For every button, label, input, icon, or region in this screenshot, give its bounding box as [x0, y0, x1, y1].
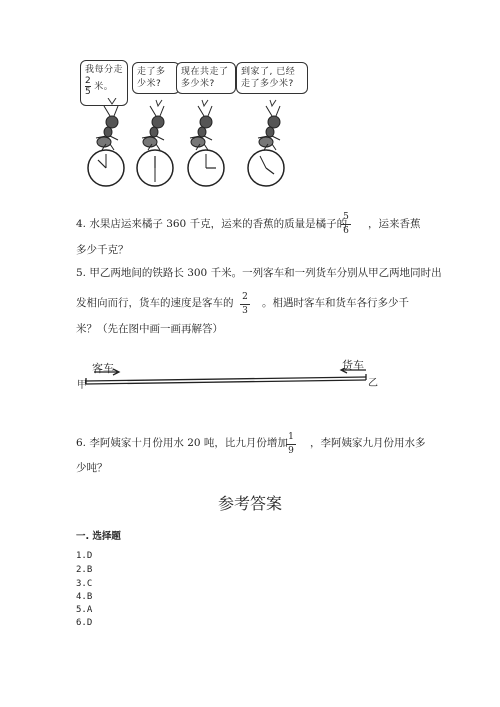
q4-part2: ，运来香蕉 — [368, 218, 421, 230]
railway-line — [80, 368, 380, 390]
clock-icon — [248, 150, 284, 186]
ants-and-clocks — [70, 98, 310, 190]
answer-section-heading: 一. 选择题 — [76, 531, 121, 542]
bubble-2-line1: 走了多 — [137, 67, 166, 77]
bubble-3-line1: 现在共走了 — [181, 67, 229, 77]
question-6-line2: 少吨？ — [76, 462, 108, 474]
answer-title: 参考答案 — [217, 494, 282, 513]
clock-icon — [137, 150, 173, 186]
answer-item-5: 5.A — [76, 605, 93, 615]
question-5-line3: 米？（先在图中画一画再解答） — [76, 323, 223, 335]
speech-bubble-2 — [132, 62, 180, 94]
answer-item-3: 3.C — [76, 579, 93, 589]
clock-icon — [188, 150, 224, 186]
question-4-line2: 多少千克？ — [76, 244, 129, 256]
bubble-1-line2: 米。 — [94, 81, 114, 92]
question-5-line1: 5. 甲乙两地间的铁路长 300 千米。一列客车和一列货车分别从甲乙两地同时出 — [76, 267, 442, 279]
diagram-end-label: 乙 — [368, 378, 378, 389]
speech-bubble-4 — [236, 62, 308, 94]
answer-item-1: 1.D — [76, 551, 93, 561]
q6-part2: ，李阿姨家九月份用水多 — [310, 437, 426, 449]
bubble-4-line2: 走了多少米? — [241, 79, 294, 89]
ant-icon — [258, 106, 280, 150]
question-4-line1 — [76, 217, 347, 231]
ant-icon — [142, 106, 164, 150]
q5-fraction — [238, 292, 252, 317]
q6-fraction — [284, 432, 298, 457]
speech-bubble-3 — [176, 62, 236, 94]
ant-icon — [96, 106, 118, 150]
bubble-1-line1: 我每分走 — [85, 65, 124, 75]
bubble-4-line1: 到家了, 已经 — [241, 67, 296, 77]
answer-item-2: 2.B — [76, 565, 93, 575]
bubble-1-frac-num: 2 — [85, 76, 92, 86]
answer-item-6: 6.D — [76, 618, 93, 628]
q4-fraction — [339, 212, 353, 237]
ant-icon — [190, 106, 212, 150]
answer-item-4: 4.B — [76, 592, 93, 602]
diagram-right-label: 货车 — [342, 359, 364, 372]
q5-part2b: 。相遇时客车和货车各行多少千 — [262, 297, 409, 309]
q6-frac-num: 1 — [288, 432, 294, 442]
q6-frac-den: 9 — [288, 446, 294, 456]
q4-frac-num: 5 — [343, 212, 349, 222]
diagram-left-label: 客车 — [92, 362, 114, 375]
q5-frac-den: 3 — [242, 306, 248, 316]
bubble-1-frac-den: 5 — [85, 87, 92, 97]
clock-icon — [88, 150, 124, 186]
q4-frac-den: 6 — [343, 226, 349, 236]
q5-part2a: 发相向而行，货车的速度是客车的 — [76, 297, 234, 309]
q5-frac-num: 2 — [242, 292, 248, 302]
bubble-3-line2: 多少米? — [181, 79, 215, 89]
bubble-2-line2: 少米? — [137, 79, 162, 89]
diagram-start-label: 甲 — [77, 380, 87, 391]
q4-part1: 4. 水果店运来橘子 360 千克，运来的香蕉的质量是橘子的 — [76, 218, 348, 230]
q6-part1: 6. 李阿姨家十月份用水 20 吨，比九月份增加 — [76, 437, 288, 449]
